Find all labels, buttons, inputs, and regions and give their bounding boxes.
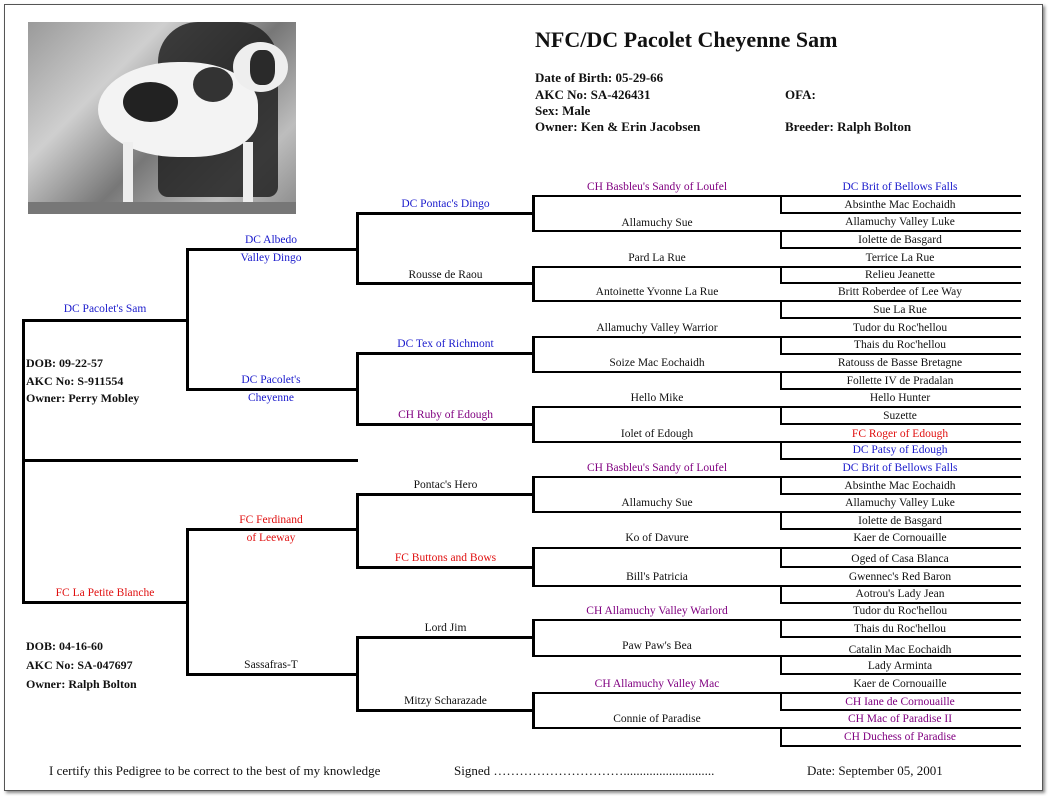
- gen5-name: Allamuchy Valley Luke: [845, 216, 955, 228]
- gen5-name: Kaer de Cornouaille: [853, 678, 947, 690]
- mid-line: [22, 459, 358, 462]
- gen4-line: [532, 655, 782, 657]
- gen3-name: Mitzy Scharazade: [404, 695, 487, 707]
- gen4-line: [532, 619, 782, 621]
- gen5-name: Tudor du Roc'hellou: [852, 322, 948, 334]
- gen5-line: [780, 230, 1021, 232]
- gen5-line: [780, 371, 1021, 373]
- gen4-line: [532, 230, 782, 232]
- gen4-line: [532, 195, 782, 197]
- gen5-line: [780, 619, 1021, 621]
- gen5-name: Ratouss de Basse Bretagne: [837, 357, 963, 369]
- gen4-line: [532, 692, 782, 694]
- gen4-name: Iolet of Edough: [620, 428, 694, 440]
- gen2-vline-1: [186, 248, 189, 390]
- dam-akc: AKC No: SA-047697: [26, 658, 133, 672]
- gen5-name: Gwennec's Red Baron: [848, 571, 952, 583]
- gen2-vline-2: [186, 528, 189, 676]
- akc-number: AKC No: SA-426431: [535, 87, 651, 102]
- gen3-name: Rousse de Raou: [408, 269, 483, 281]
- signed-line: Signed …………………………............................: [454, 763, 715, 778]
- gen2-d: Sassafras-T: [244, 659, 298, 671]
- gen2-b-line2: Cheyenne: [248, 392, 294, 404]
- gen4-line: [532, 336, 782, 338]
- gen5-name: Hello Hunter: [869, 392, 931, 404]
- gen4-vline: [532, 195, 535, 232]
- gen2-c-line1: FC Ferdinand: [239, 514, 303, 526]
- gen3-name: DC Pontac's Dingo: [401, 198, 490, 210]
- dam-vline: [22, 459, 25, 603]
- gen4-name: Paw Paw's Bea: [622, 640, 692, 652]
- gen4-name: Ko of Davure: [625, 532, 689, 544]
- gen5-name: Relieu Jeanette: [865, 269, 935, 281]
- gen4-name: Hello Mike: [630, 392, 684, 404]
- dam-owner: Owner: Ralph Bolton: [26, 677, 137, 691]
- gen4-line: [532, 371, 782, 373]
- gen5-name: Catalin Mac Eochaidh: [848, 644, 952, 656]
- gen5-line: [780, 406, 1021, 408]
- gen5-line: [780, 528, 1021, 530]
- gen5-line: [780, 476, 1021, 478]
- gen4-line: [532, 511, 782, 513]
- gen5-name: Absinthe Mac Eochaidh: [844, 480, 956, 492]
- gen4-name: Connie of Paradise: [613, 713, 701, 725]
- sire-name: DC Pacolet's Sam: [63, 303, 147, 315]
- gen4-line: [532, 406, 782, 408]
- dam-dob: DOB: 04-16-60: [26, 639, 103, 653]
- owner: Owner: Ken & Erin Jacobsen: [535, 119, 701, 134]
- gen5-line: [780, 692, 1021, 694]
- breeder: Breeder: Ralph Bolton: [785, 119, 912, 134]
- gen3-line: [356, 493, 534, 496]
- gen5-name: Sue La Rue: [873, 304, 927, 316]
- gen4-name: CH Allamuchy Valley Warlord: [586, 605, 728, 617]
- gen5-line: [780, 745, 1021, 747]
- gen5-line: [780, 636, 1021, 638]
- gen3-name: FC Buttons and Bows: [394, 552, 497, 564]
- gen3-line: [356, 709, 534, 712]
- gen2-b-line1: DC Pacolet's: [241, 374, 301, 386]
- gen4-name: CH Basbleu's Sandy of Loufel: [586, 181, 728, 193]
- gen4-name: Pard La Rue: [628, 252, 686, 264]
- gen5-name: Suzette: [883, 410, 917, 422]
- sire-owner: Owner: Perry Mobley: [26, 391, 140, 405]
- sire-line: [22, 319, 188, 322]
- gen3-line: [356, 423, 534, 426]
- sire-dob: DOB: 09-22-57: [26, 356, 103, 370]
- gen5-name: Lady Arminta: [867, 660, 933, 672]
- gen5-name: DC Patsy of Edough: [852, 444, 948, 456]
- gen3-line: [356, 636, 534, 639]
- dam-line: [22, 601, 188, 604]
- gen5-name: Thais du Roc'hellou: [853, 339, 947, 351]
- gen5-name: CH Iane de Cornouaille: [845, 696, 955, 708]
- gen3-name: Lord Jim: [424, 622, 467, 634]
- gen4-vline: [532, 406, 535, 443]
- gen5-line: [780, 247, 1021, 249]
- gen4-name: Allamuchy Sue: [621, 497, 693, 509]
- gen3-name: DC Tex of Richmont: [397, 338, 494, 350]
- gen3-name: CH Ruby of Edough: [398, 409, 493, 421]
- gen2-a-line2: Valley Dingo: [240, 252, 302, 264]
- sire-akc: AKC No: S-911554: [26, 374, 124, 388]
- gen4-line: [532, 300, 782, 302]
- gen5-line: [780, 493, 1021, 495]
- gen5-line: [780, 673, 1021, 675]
- dog-photo: [28, 22, 296, 214]
- gen4-vline: [532, 266, 535, 301]
- gen5-name: Allamuchy Valley Luke: [845, 497, 955, 509]
- gen5-name: Aotrou's Lady Jean: [855, 588, 945, 600]
- gen5-name: CH Duchess of Paradise: [843, 731, 957, 743]
- ofa: OFA:: [785, 87, 816, 102]
- gen4-line: [532, 547, 782, 549]
- gen3-line: [356, 566, 534, 569]
- sex: Sex: Male: [535, 103, 591, 118]
- gen5-name: Follette IV de Pradalan: [846, 375, 954, 387]
- gen3-name: Pontac's Hero: [413, 479, 478, 491]
- gen5-name: Absinthe Mac Eochaidh: [844, 199, 956, 211]
- gen5-line: [780, 388, 1021, 390]
- gen5-line: [780, 423, 1021, 425]
- sire-vline: [22, 319, 25, 459]
- gen4-line: [532, 727, 782, 729]
- gen4-vline: [532, 476, 535, 512]
- gen4-name: Allamuchy Valley Warrior: [596, 322, 718, 334]
- gen4-vline: [532, 547, 535, 586]
- gen3-line: [356, 212, 534, 215]
- gen4-name: CH Basbleu's Sandy of Loufel: [586, 462, 728, 474]
- gen5-line: [780, 709, 1021, 711]
- gen4-name: Allamuchy Sue: [621, 217, 693, 229]
- gen5-line: [780, 282, 1021, 284]
- gen5-line: [780, 353, 1021, 355]
- gen3-line: [356, 282, 534, 285]
- gen4-line: [532, 476, 782, 478]
- gen5-line: [780, 511, 1021, 513]
- gen4-name: Soize Mac Eochaidh: [609, 357, 705, 369]
- gen5-name: CH Mac of Paradise II: [847, 713, 953, 725]
- gen3-line: [356, 352, 534, 355]
- footer-date: Date: September 05, 2001: [807, 763, 943, 778]
- gen5-name: DC Brit of Bellows Falls: [842, 462, 958, 474]
- gen5-line: [780, 458, 1021, 460]
- dob: Date of Birth: 05-29-66: [535, 70, 664, 85]
- gen5-line: [780, 195, 1021, 197]
- gen4-vline: [532, 692, 535, 728]
- gen4-line: [532, 441, 782, 443]
- gen5-line: [780, 317, 1021, 319]
- dam-name: FC La Petite Blanche: [55, 587, 155, 599]
- gen5-name: Terrice La Rue: [865, 252, 935, 264]
- gen4-name: Bill's Patricia: [626, 571, 688, 583]
- gen5-name: Thais du Roc'hellou: [853, 623, 947, 635]
- gen5-line: [780, 300, 1021, 302]
- gen5-name: Kaer de Cornouaille: [853, 532, 947, 544]
- gen5-line: [780, 212, 1021, 214]
- page-title: NFC/DC Pacolet Cheyenne Sam: [535, 27, 838, 52]
- gen5-line: [780, 727, 1021, 729]
- gen4-name: CH Allamuchy Valley Mac: [594, 678, 720, 690]
- gen4-line: [532, 266, 782, 268]
- gen5-name: FC Roger of Edough: [851, 428, 949, 440]
- certify-text: I certify this Pedigree to be correct to the best of my knowledge: [49, 763, 381, 778]
- gen5-name: DC Brit of Bellows Falls: [842, 181, 958, 193]
- gen2-line-d: [186, 673, 358, 676]
- gen4-name: Antoinette Yvonne La Rue: [595, 286, 719, 298]
- gen5-line: [780, 547, 1021, 549]
- gen5-line: [780, 566, 1021, 568]
- gen5-name: Iolette de Basgard: [858, 515, 942, 527]
- gen5-name: Iolette de Basgard: [858, 234, 942, 246]
- gen4-line: [532, 585, 782, 587]
- gen2-c-line2: of Leeway: [246, 532, 296, 544]
- gen4-vline: [532, 619, 535, 656]
- gen4-vline: [532, 336, 535, 372]
- gen5-name: Britt Roberdee of Lee Way: [837, 286, 963, 298]
- gen5-name: Tudor du Roc'hellou: [852, 605, 948, 617]
- gen2-a-line1: DC Albedo: [244, 234, 298, 246]
- gen5-name: Oged of Casa Blanca: [851, 553, 949, 565]
